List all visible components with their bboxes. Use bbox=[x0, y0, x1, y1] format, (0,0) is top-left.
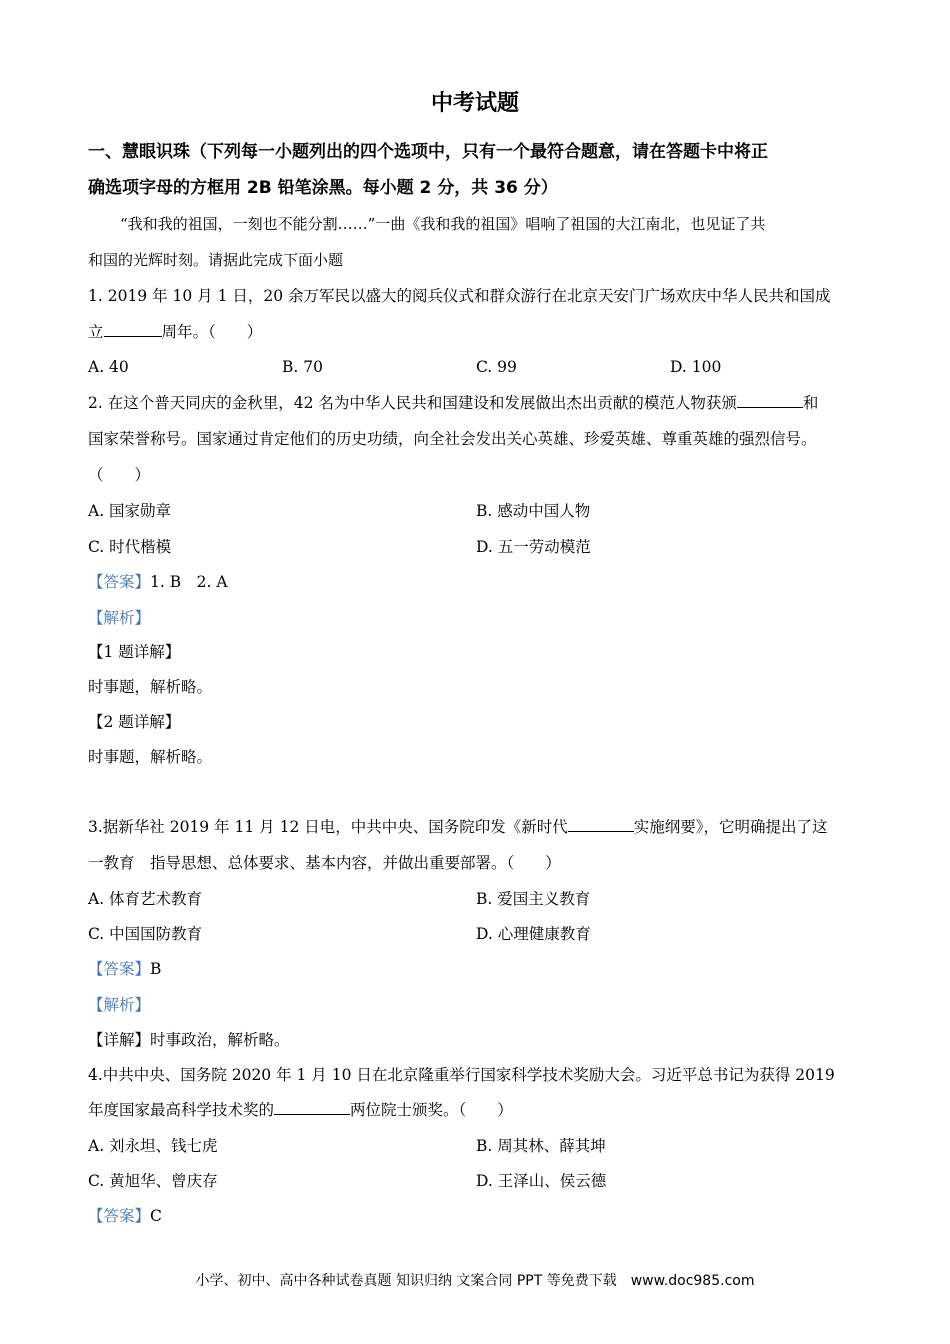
q1-stem-line-1: 1. 2019 年 10 月 1 日，20 余万军民以盛大的阅兵仪式和群众游行在北京天安门广场欢庆中华人民共和国成 bbox=[88, 287, 831, 305]
q2-option-a: A. 国家勋章 bbox=[88, 502, 172, 520]
section-heading-line-2: 确选项字母的方框用 2B 铅笔涂黑。每小题 2 分，共 36 分） bbox=[88, 178, 558, 198]
q2-stem-line-2: 国家荣誉称号。国家通过肯定他们的历史功绩，向全社会发出关心英雄、珍爱英雄、尊重英雄的强烈信号。 bbox=[88, 430, 817, 448]
answer-value: 1. B 2. A bbox=[150, 573, 228, 591]
q4-answer bbox=[88, 1206, 162, 1226]
q3-option-b: B. 爱国主义教育 bbox=[476, 890, 591, 908]
page-title: 中考试题 bbox=[430, 91, 519, 116]
q1-option-b: B. 70 bbox=[282, 358, 323, 376]
section-heading-line-1: 一、慧眼识珠（下列每一小题列出的四个选项中，只有一个最符合题意，请在答题卡中将正 bbox=[88, 142, 768, 162]
q4-stem-line-2 bbox=[88, 1100, 513, 1120]
q3-option-c: C. 中国国防教育 bbox=[88, 925, 203, 943]
q3-analysis-label: 【解析】 bbox=[88, 996, 151, 1014]
q3-detail bbox=[88, 1030, 290, 1050]
answer-label: 【答案】 bbox=[88, 573, 151, 591]
q2-stem-line-3: （ ） bbox=[88, 466, 151, 484]
q1-blank bbox=[104, 322, 162, 337]
q4-stem-post: 两位院士颁奖。（ ） bbox=[350, 1101, 513, 1119]
answer-label: 【答案】 bbox=[88, 960, 151, 978]
q2-stem-post: 和 bbox=[802, 394, 819, 412]
q12-answer bbox=[88, 572, 228, 592]
page-footer: 小学、初中、高中各种试卷真题 知识归纳 文案合同 PPT 等免费下载 www.doc985.com bbox=[195, 1273, 755, 1289]
q3-option-a: A. 体育艺术教育 bbox=[88, 890, 203, 908]
q1-detail-text: 时事题，解析略。 bbox=[88, 678, 213, 696]
q4-blank bbox=[274, 1100, 350, 1115]
q2-stem-pre: 2. 在这个普天同庆的金秋里，42 名为中华人民共和国建设和发展做出杰出贡献的模范人物获颁 bbox=[88, 394, 737, 412]
intro-line-1: “我和我的祖国，一刻也不能分割……”一曲《我和我的祖国》唱响了祖国的大江南北，也见证了共 bbox=[120, 215, 766, 233]
answer-value: B bbox=[150, 960, 162, 978]
q4-option-c: C. 黄旭华、曾庆存 bbox=[88, 1172, 218, 1190]
q3-answer bbox=[88, 959, 161, 979]
q1-option-c: C. 99 bbox=[476, 358, 517, 376]
q2-option-c: C. 时代楷模 bbox=[88, 538, 172, 556]
q1-stem-pre: 立 bbox=[88, 323, 104, 341]
q1-option-a: A. 40 bbox=[88, 358, 129, 376]
q3-stem-post: 实施纲要》，它明确提出了这 bbox=[633, 818, 828, 836]
q3-stem-pre: 3.据新华社 2019 年 11 月 12 日电，中共中央、国务院印发《新时代 bbox=[88, 818, 568, 836]
q4-stem-line-1: 4.中共中央、国务院 2020 年 1 月 10 日在北京隆重举行国家科学技术奖励大会。习近平总书记为获得 2019 bbox=[88, 1066, 835, 1084]
q2-option-d: D. 五一劳动模范 bbox=[476, 538, 591, 556]
q3-blank bbox=[568, 817, 634, 832]
answer-value: C bbox=[150, 1207, 162, 1225]
q2-detail-label: 【2 题详解】 bbox=[88, 713, 181, 731]
q4-option-d: D. 王泽山、侯云德 bbox=[476, 1172, 607, 1190]
q4-option-b: B. 周其林、薛其坤 bbox=[476, 1137, 606, 1155]
intro-line-2: 和国的光辉时刻。请据此完成下面小题 bbox=[88, 251, 344, 269]
q3-option-d: D. 心理健康教育 bbox=[476, 925, 591, 943]
q1-detail-label: 【1 题详解】 bbox=[88, 643, 181, 661]
q3-stem-line-2: 一教育 指导思想、总体要求、基本内容，并做出重要部署。（ ） bbox=[88, 854, 561, 872]
q1-option-d: D. 100 bbox=[670, 358, 722, 376]
q1-stem-line-2 bbox=[88, 322, 262, 342]
q2-stem-line-1 bbox=[88, 393, 818, 413]
analysis-label: 【解析】 bbox=[88, 609, 151, 627]
q3-stem-line-1 bbox=[88, 817, 828, 837]
q2-option-b: B. 感动中国人物 bbox=[476, 502, 591, 520]
q1-stem-post: 周年。（ ） bbox=[161, 323, 263, 341]
q4-option-a: A. 刘永坦、钱七虎 bbox=[88, 1137, 218, 1155]
q2-blank bbox=[737, 393, 803, 408]
answer-label: 【答案】 bbox=[88, 1207, 151, 1225]
q2-detail-text: 时事题，解析略。 bbox=[88, 748, 213, 766]
q4-stem-pre: 年度国家最高科学技术奖的 bbox=[88, 1101, 275, 1119]
detail-label: 【详解】 bbox=[88, 1031, 151, 1049]
detail-text: 时事政治，解析略。 bbox=[150, 1031, 290, 1049]
